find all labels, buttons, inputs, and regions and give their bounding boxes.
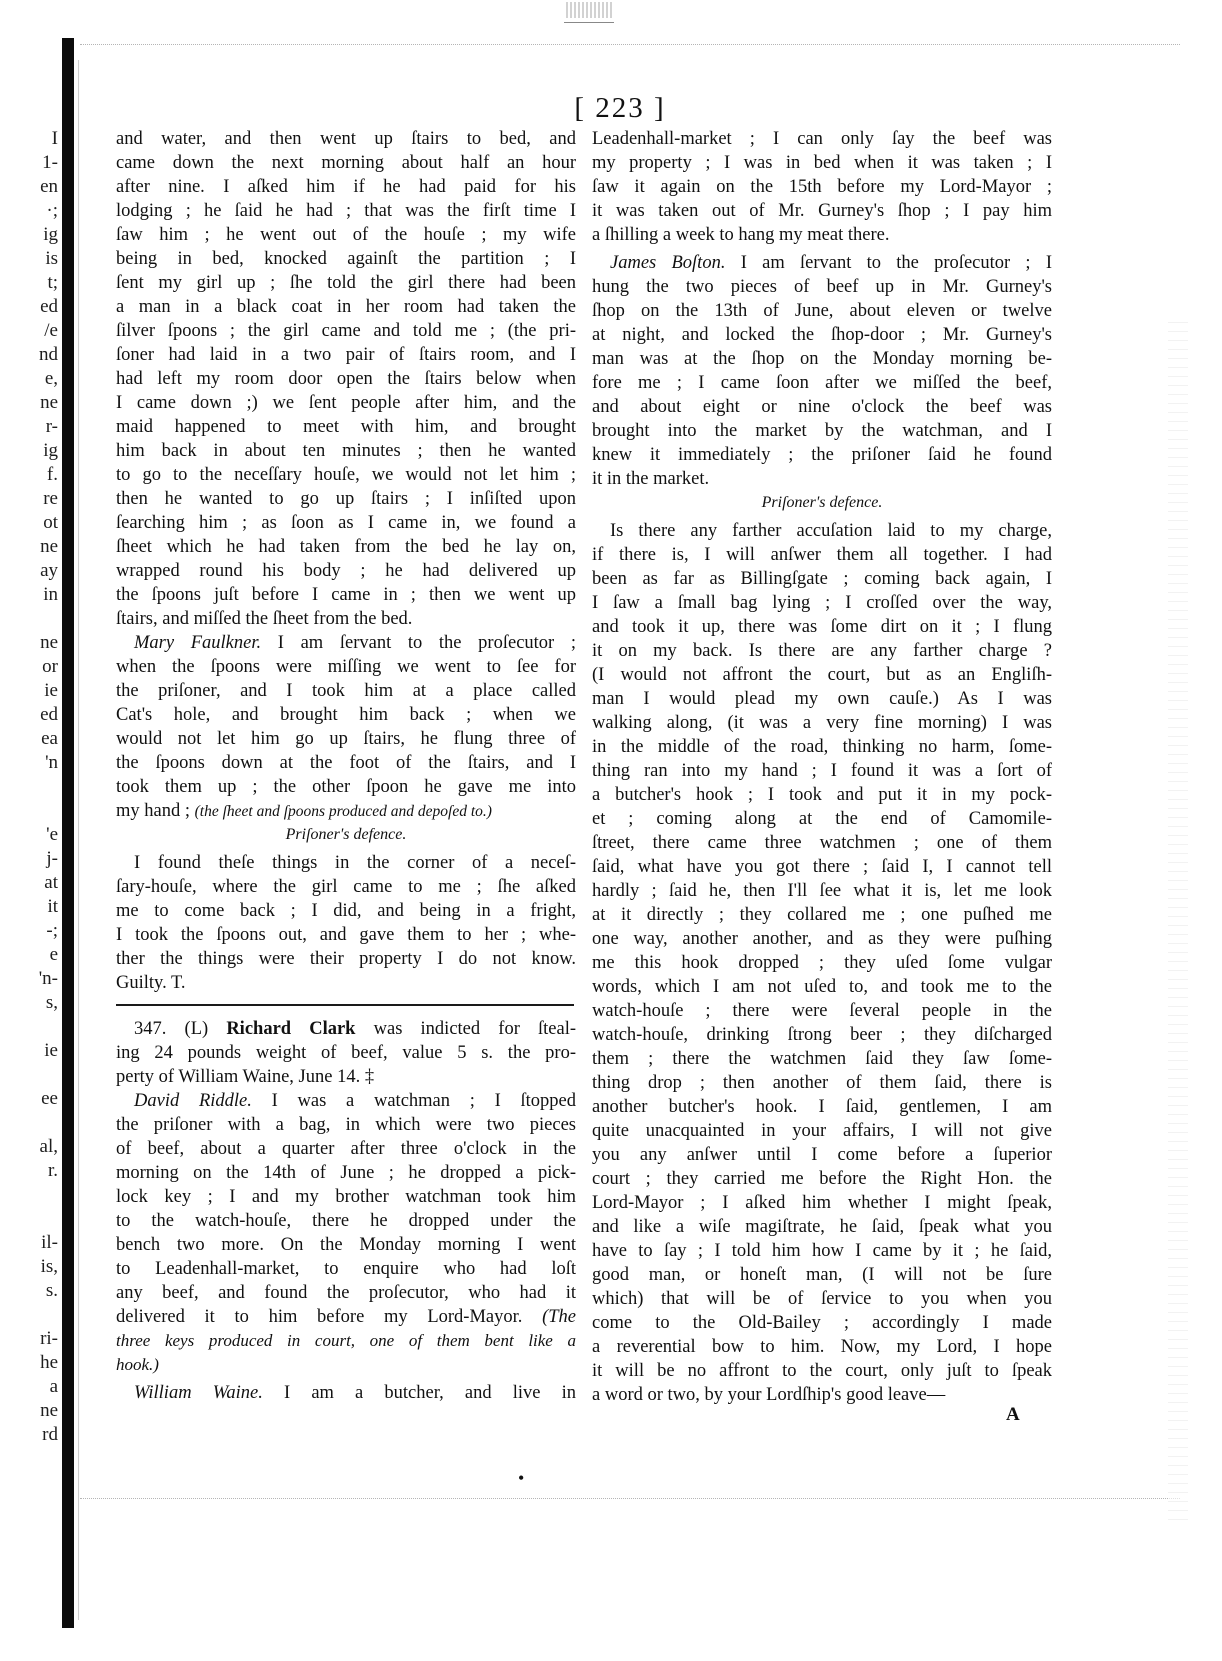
margin-fragment: ot [43, 512, 58, 533]
margin-fragment: -; [46, 920, 58, 941]
book-spine-shadow [62, 38, 74, 1628]
text-line: bench two more. On the Monday morning I went [116, 1235, 576, 1255]
text-line: ſearching him ; as ſoon as I came in, we found a [116, 513, 576, 533]
text-line: at it directly ; they collared me ; one puſhed me [592, 905, 1052, 925]
case-code: (L) [184, 1019, 209, 1039]
text-line: brought into the market by the watchman, and I [592, 421, 1052, 441]
text-line: if there is, I will anſwer them all together. I had [592, 545, 1052, 565]
text-line: ſtairs, and miſſed the ſheet from the bed. [116, 609, 413, 629]
margin-fragment [6, 608, 58, 630]
text-line: walking along, (it was a very fine morning) I was [592, 713, 1052, 733]
text-line: been as far as Billingſgate ; coming back again, I [592, 569, 1052, 589]
text-line: ſaw it again on the 15th before my Lord-Mayor ; [592, 177, 1052, 197]
text-line: Cat's hole, and brought him back ; when we [116, 705, 576, 725]
testimony-text: delivered it to him before my Lord-Mayor. [116, 1307, 523, 1327]
text-line: ing 24 pounds weight of beef, value 5 s. the pro- [116, 1043, 576, 1063]
margin-fragment: ig [43, 224, 58, 245]
margin-fragment: r- [45, 416, 58, 437]
text-line: watch-houſe ; there were ſeveral people in the [592, 1001, 1052, 1021]
text-line: would not let him go up ſtairs, he flung three of [116, 729, 576, 749]
text-line: of beef, about a quarter after three o'clock in the [116, 1139, 576, 1159]
margin-fragment: ie [44, 680, 58, 701]
margin-fragment: at [44, 872, 58, 893]
text-line: the ſpoons down at the foot of the ſtairs, and I [116, 753, 576, 773]
text-line: wrapped round his body ; he had delivered up [116, 561, 576, 581]
testimony-text: I am ſervant to the proſecutor ; I [740, 253, 1052, 273]
text-line: the priſoner with a bag, in which were two pieces [116, 1115, 576, 1135]
text-line: I came down ;) we ſent people after him, and the [116, 393, 576, 413]
text-line: it on my back. Is there are any farther charge ? [592, 641, 1052, 661]
text-line: Is there any farther accuſation laid to my charge, [610, 521, 1052, 541]
text-line: quite unacquainted in your affairs, I will not give [592, 1121, 1052, 1141]
text-line: a butcher's hook ; I took and put it in my pock- [592, 785, 1052, 805]
page-number: [ 223 ] [574, 92, 666, 124]
text-line: came down the next morning about half an hour [116, 153, 576, 173]
text-line: and water, and then went up ſtairs to bed, and [116, 129, 576, 149]
text-line: come to the Old-Bailey ; accordingly I made [592, 1313, 1052, 1333]
catchword: A [1006, 1404, 1020, 1425]
margin-fragment: ne [40, 536, 58, 557]
text-line: a ſhilling a week to hang my meat there. [592, 225, 890, 245]
text-line: to the watch-houſe, there he dropped under the [116, 1211, 576, 1231]
text-line: good man, or honeſt man, (I will not be ſure [592, 1265, 1052, 1285]
margin-fragment: is, [40, 1256, 58, 1277]
text-line: a reverential bow to him. Now, my Lord, I hope [592, 1337, 1052, 1357]
defence-heading: Priſoner's defence. [761, 494, 883, 511]
margin-fragment: al, [39, 1136, 58, 1157]
text-line: then he wanted to go up ſtairs ; I inſiſted upon [116, 489, 576, 509]
margin-fragment: il- [41, 1232, 58, 1253]
text-line: ſtreet, there came three watchmen ; one of them [592, 833, 1052, 853]
testimony-line [116, 1306, 576, 1328]
text-line: it in the market. [592, 469, 710, 489]
margin-fragment: ay [40, 560, 58, 581]
text-line: Lord-Mayor ; I aſked him whether I might ſpeak, [592, 1193, 1052, 1213]
text-line: being in bed, knocked againſt the partition ; I [116, 249, 576, 269]
witness-name: Mary Faulkner. [134, 633, 262, 653]
text-line: at night, and locked the ſhop-door ; Mr. Gurney's [592, 325, 1052, 345]
defendant-name: Richard Clark [226, 1019, 356, 1039]
text-line: thing ran into my hand ; I found it was a ſort of [592, 761, 1052, 781]
text-line: it was taken out of Mr. Gurney's ſhop ; I pay him [592, 201, 1052, 221]
text-line: ſheet which he had taken from the bed he lay on, [116, 537, 576, 557]
text-line: fore me ; I came ſoon after we miſſed the beef, [592, 373, 1052, 393]
text-line: ſary-houſe, where the girl came to me ; ſhe aſked [116, 877, 576, 897]
text-line: another butcher's hook. I ſaid, gentlemen, I am [592, 1097, 1052, 1117]
margin-fragment: ee [41, 1088, 58, 1109]
text-line: ſaw him ; he went out of the houſe ; my wife [116, 225, 576, 245]
text-line: morning on the 14th of June ; he dropped a pick- [116, 1163, 576, 1183]
case-number: 347. [134, 1019, 167, 1039]
top-dotted-edge [80, 44, 1180, 45]
margin-fragment: ed [40, 704, 58, 725]
text-line: et ; coming along at the end of Camomile- [592, 809, 1052, 829]
margin-fragment: r. [47, 1160, 58, 1181]
text-line: them ; there the watchmen ſaid they ſaw ſome- [592, 1049, 1052, 1069]
text-line: me this hook dropped ; they uſed ſome vulgar [592, 953, 1052, 973]
right-edge-noise [1168, 320, 1188, 1520]
margin-fragment [6, 1184, 58, 1206]
text-line: to go to the neceſſary houſe, we would not let him ; [116, 465, 576, 485]
defence-heading: Priſoner's defence. [285, 826, 407, 843]
text-line: watch-houſe, drinking ſtrong beer ; they diſcharged [592, 1025, 1052, 1045]
text-line: my property ; I was in bed when it was taken ; I [592, 153, 1052, 173]
text-line: and like a wiſe magiſtrate, he ſaid, ſpeak what you [592, 1217, 1052, 1237]
top-smudge [566, 2, 612, 18]
margin-fragment: or [42, 656, 58, 677]
text-line: and about eight or nine o'clock the beef was [592, 397, 1052, 417]
margin-fragment [6, 1112, 58, 1134]
text-line: maid happened to meet with him, and brought [116, 417, 576, 437]
testimony-line [116, 632, 576, 654]
text-line: court ; they carried me before the Right Hon. the [592, 1169, 1052, 1189]
text-line: had left my room door open the ſtairs below when [116, 369, 576, 389]
court-note: (the ſheet and ſpoons produced and depoſed to.) [194, 803, 492, 820]
margin-fragment: ig [43, 440, 58, 461]
text-line: ſilver ſpoons ; the girl came and told me ; (the pri- [116, 321, 576, 341]
testimony-text: my hand ; [116, 801, 190, 821]
margin-fragment: t; [47, 272, 58, 293]
ink-dot: • [518, 1468, 525, 1488]
top-rule [564, 22, 614, 23]
verdict: Guilty. T. [116, 973, 186, 993]
margin-fragment: a [49, 1376, 58, 1397]
margin-fragment: 'e [46, 824, 58, 845]
text-line: hardly ; ſaid he, then I'll ſee what it is, let me look [592, 881, 1052, 901]
margin-fragment: I [51, 128, 58, 149]
text-line: the priſoner, and I took him at a place called [116, 681, 576, 701]
court-note: (The [542, 1307, 576, 1327]
text-line: any beef, and found the proſecutor, who had it [116, 1283, 576, 1303]
margin-fragment [6, 1208, 58, 1230]
text-line: I ſaw a ſmall bag lying ; I croſſed over the way, [592, 593, 1052, 613]
text-line: man was at the ſhop on the Monday morning be- [592, 349, 1052, 369]
margin-fragment: ri- [40, 1328, 58, 1349]
witness-name: James Boſton. [610, 253, 726, 273]
margin-fragment: j- [46, 848, 58, 869]
margin-fragment: ea [41, 728, 58, 749]
margin-fragment: /e [44, 320, 58, 341]
bottom-dotted-edge [80, 1498, 1180, 1499]
margin-fragment: ne [40, 1400, 58, 1421]
testimony-text: I was a watchman ; I ſtopped [271, 1091, 576, 1111]
margin-fragment: nd [39, 344, 58, 365]
text-line: man I would plead my own cauſe.) As I was [592, 689, 1052, 709]
court-note-line: hook.) [116, 1355, 159, 1374]
text-line: when the ſpoons were miſſing we went to ſee for [116, 657, 576, 677]
text-line: to Leadenhall-market, to enquire who had loſt [116, 1259, 576, 1279]
text-line: words, which I am not uſed to, and took me to the [592, 977, 1052, 997]
margin-fragment: re [43, 488, 58, 509]
text-line: and took it up, there was ſome dirt on it ; I flung [592, 617, 1052, 637]
gutter-line [78, 60, 79, 1620]
margin-fragment: is [45, 248, 58, 269]
margin-fragment: e, [44, 368, 58, 389]
margin-fragment: it [47, 896, 58, 917]
text-line: ſoner had laid in a two pair of ſtairs room, and I [116, 345, 576, 365]
text-line: lodging ; he ſaid he had ; that was the firſt time I [116, 201, 576, 221]
margin-fragment: s. [45, 1280, 58, 1301]
margin-fragment: ie [44, 1040, 58, 1061]
text-line: took them up ; the other ſpoon he gave me into [116, 777, 576, 797]
text-line: hung the two pieces of beef up in Mr. Gurney's [592, 277, 1052, 297]
margin-fragment: e [49, 944, 58, 965]
case-divider [116, 1004, 574, 1006]
text-line: Leadenhall-market ; I can only ſay the beef was [592, 129, 1052, 149]
text-line: a word or two, by your Lordſhip's good leave— [592, 1385, 946, 1405]
margin-fragment [6, 1064, 58, 1086]
court-note-line: three keys produced in court, one of them bent like a [116, 1331, 576, 1350]
margin-fragment: ·; [46, 200, 58, 221]
text-line: ſhop on the 13th of June, about eleven or twelve [592, 301, 1052, 321]
margin-fragment: ed [40, 296, 58, 317]
case-heading-line [116, 1018, 576, 1040]
testimony-text: I am a butcher, and live in [284, 1383, 576, 1403]
margin-fragment [6, 1016, 58, 1038]
witness-name: David Riddle. [134, 1091, 252, 1111]
margin-fragment [6, 776, 58, 798]
text-line: (I would not affront the court, but as an Engliſh- [592, 665, 1052, 685]
text-line: you any anſwer until I come before a ſuperior [592, 1145, 1052, 1165]
testimony-line [116, 1382, 576, 1404]
margin-fragment: in [43, 584, 58, 605]
text-line: in the middle of the road, thinking no harm, ſome- [592, 737, 1052, 757]
testimony-line [116, 1090, 576, 1112]
margin-fragment: 'n [45, 752, 58, 773]
text-line: lock key ; I and my brother watchman took him [116, 1187, 576, 1207]
text-line: after nine. I aſked him if he had paid for his [116, 177, 576, 197]
case-text: was indicted for ſteal- [373, 1019, 576, 1039]
text-line: have to ſay ; I told him how I came by it ; he ſaid, [592, 1241, 1052, 1261]
witness-name: William Waine. [134, 1383, 263, 1403]
margin-fragment: 'n- [38, 968, 58, 989]
margin-fragment: 1- [42, 152, 58, 173]
testimony-text: I am ſervant to the proſecutor ; [277, 633, 576, 653]
text-line: thing drop ; then another of them ſaid, there is [592, 1073, 1052, 1093]
text-line: one way, another another, and as they were puſhing [592, 929, 1052, 949]
margin-fragment: rd [42, 1424, 58, 1445]
text-line: ſaid, what have you got there ; ſaid I, I cannot tell [592, 857, 1052, 877]
margin-fragment: f. [46, 464, 58, 485]
margin-fragment: ne [40, 632, 58, 653]
testimony-line [592, 252, 1052, 274]
text-line: me to come back ; I did, and being in a fright, [116, 901, 576, 921]
margin-fragment: ne [40, 392, 58, 413]
text-line: it will be no affront to the court, only juſt to ſpeak [592, 1361, 1052, 1381]
text-line: ther the things were their property I do not know. [116, 949, 576, 969]
text-line: him back in about ten minutes ; then he wanted [116, 441, 576, 461]
margin-fragment [6, 800, 58, 822]
text-line: perty of William Waine, June 14. ‡ [116, 1067, 375, 1087]
testimony-line [116, 800, 576, 822]
text-line: I found theſe things in the corner of a neceſ- [134, 853, 576, 873]
text-line: I took the ſpoons out, and gave them to her ; whe- [116, 925, 576, 945]
margin-fragment: s, [45, 992, 58, 1013]
text-line: the ſpoons juſt before I came in ; then we went up [116, 585, 576, 605]
margin-fragment [6, 1304, 58, 1326]
margin-fragment: en [40, 176, 58, 197]
text-line: knew it immediately ; the priſoner ſaid he found [592, 445, 1052, 465]
text-line: which) that will be of ſervice to you when you [592, 1289, 1052, 1309]
text-line: ſent my girl up ; ſhe told the girl there had been [116, 273, 576, 293]
text-line: a man in a black coat in her room had taken the [116, 297, 576, 317]
margin-fragment: he [40, 1352, 58, 1373]
